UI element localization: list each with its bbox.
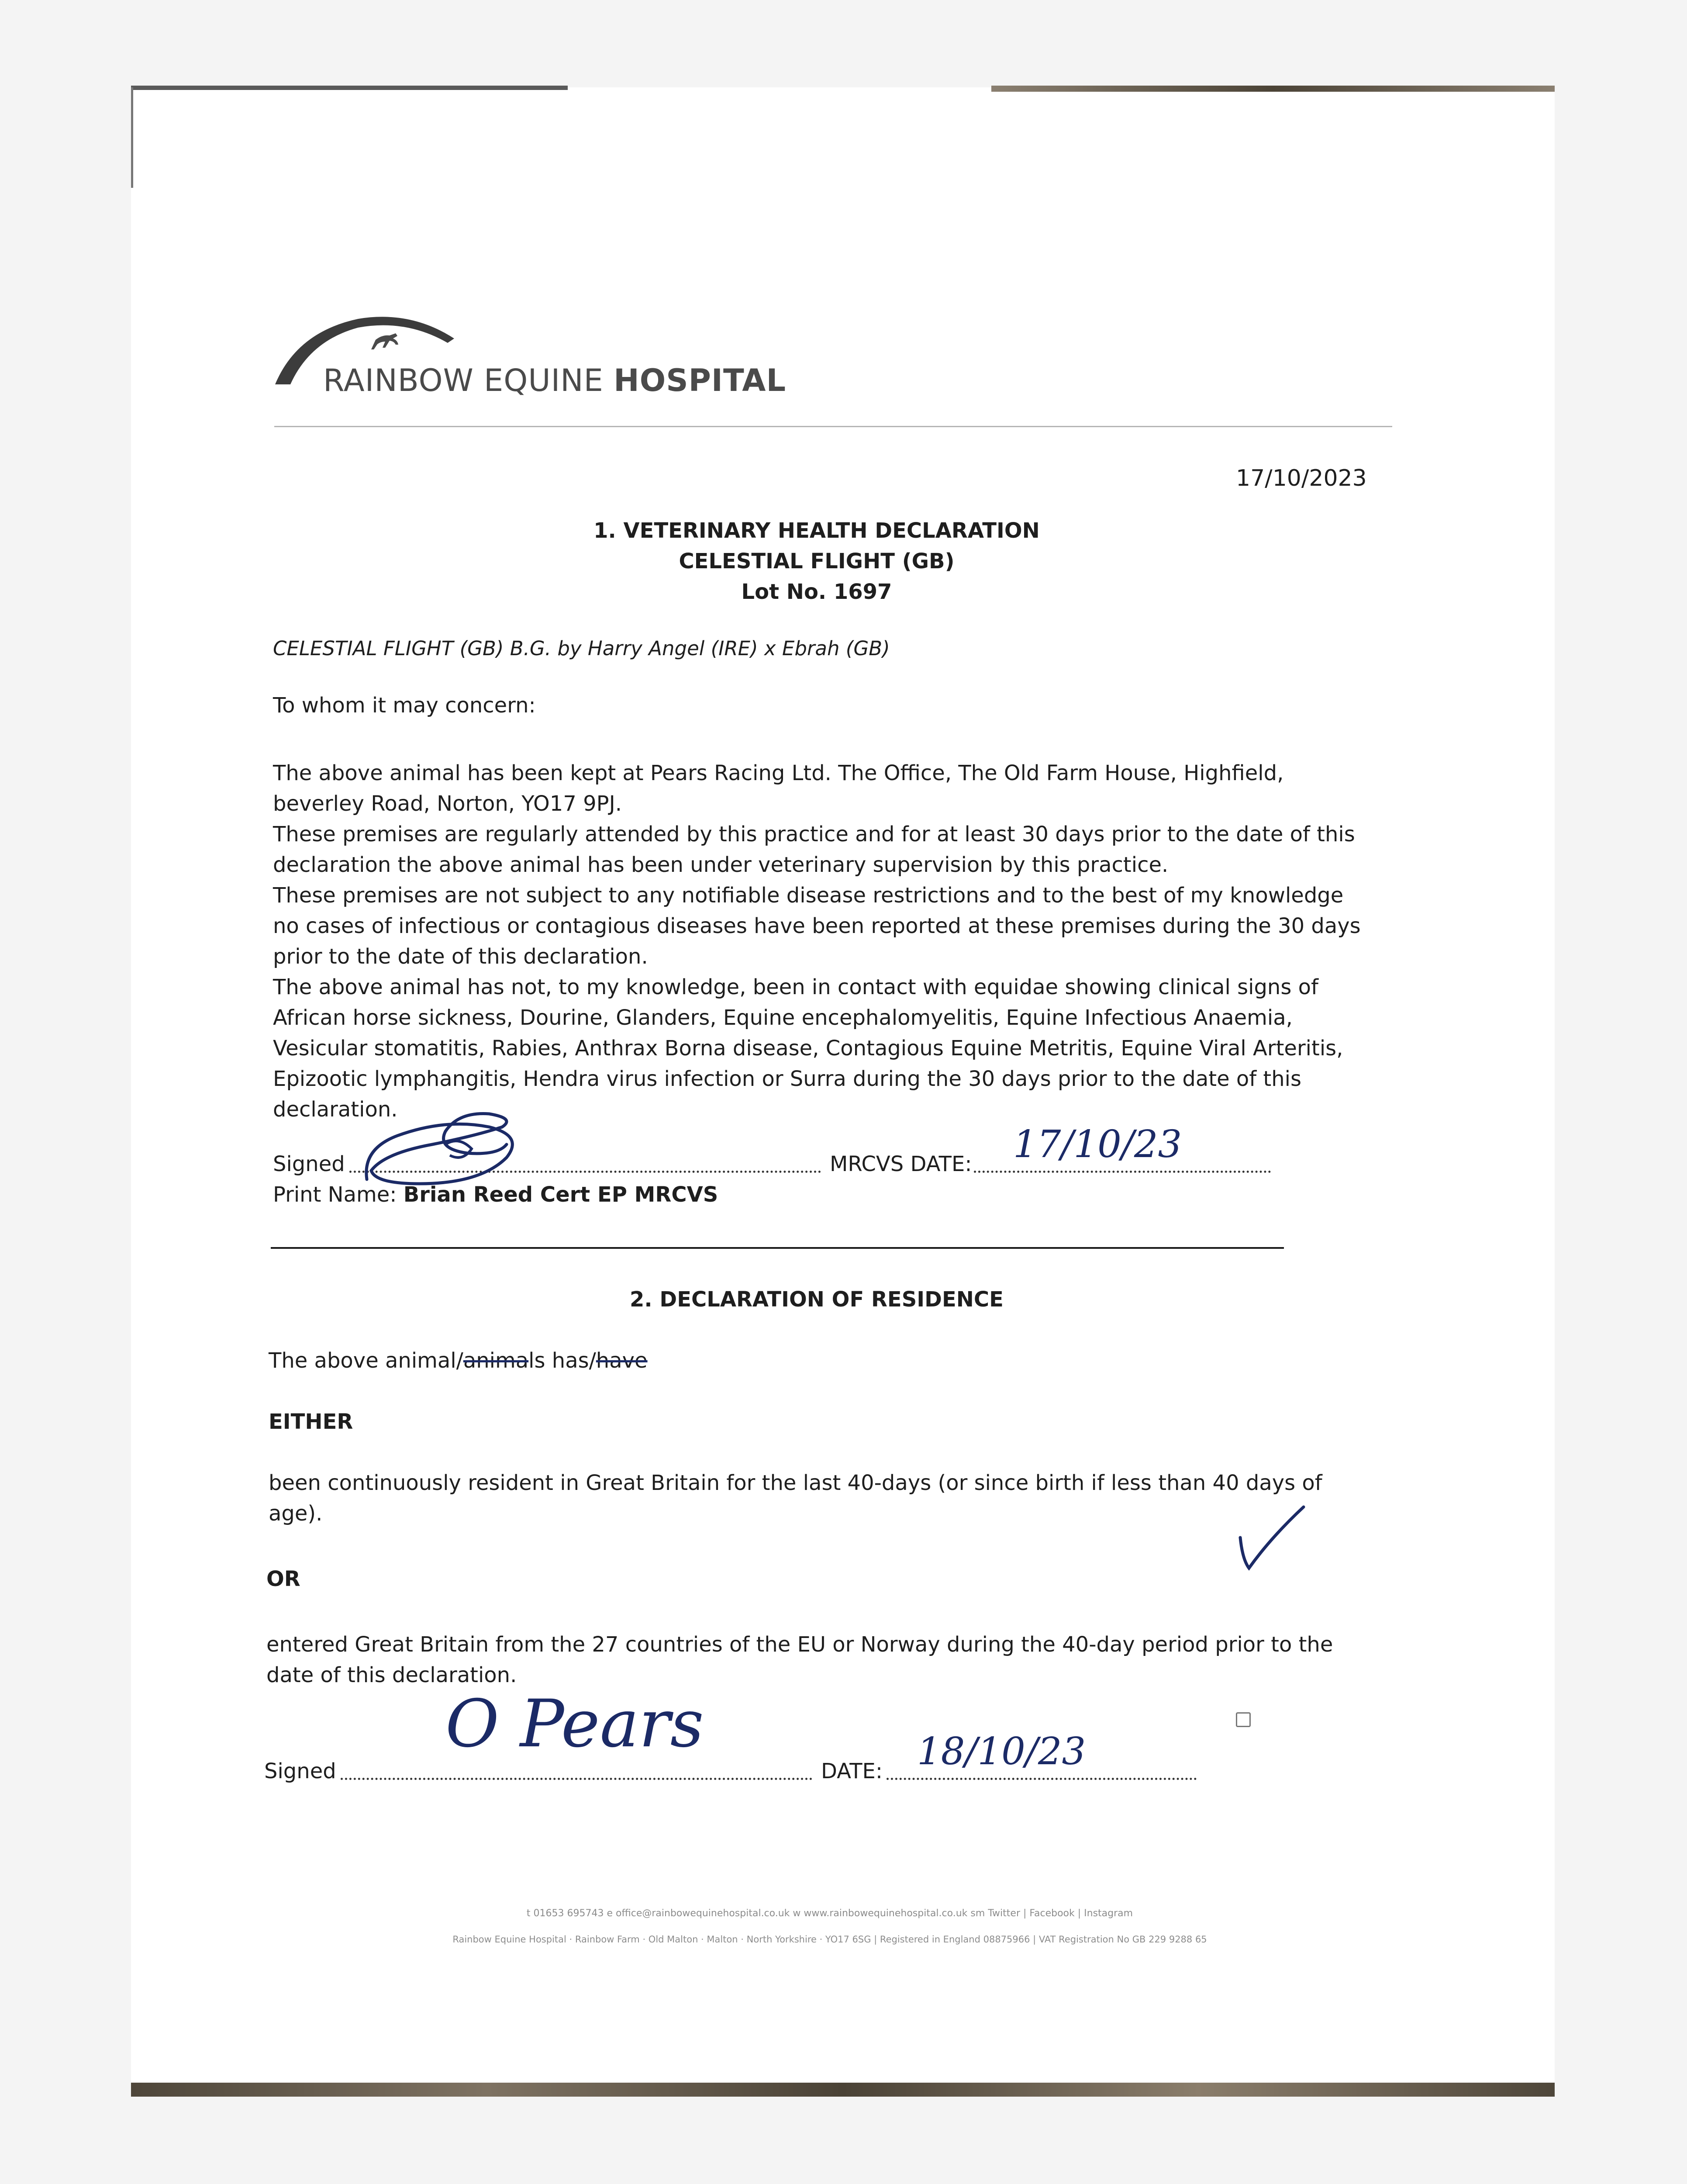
section2-intro <box>269 1345 648 1376</box>
salutation: To whom it may concern: <box>273 693 536 718</box>
scan-edge-top-right <box>991 86 1555 92</box>
horse-pedigree: CELESTIAL FLIGHT (GB) B.G. by Harry Angel (IRE) x Ebrah (GB) <box>273 637 890 660</box>
body-line: These premises are regularly attended by this practice and for at least 30 days prior to the date of this <box>273 822 1355 847</box>
intro-prefix: The above animal/ <box>269 1348 463 1373</box>
body-line: The above animal has not, to my knowledge, been in contact with equidae showing clinical signs of <box>273 975 1318 999</box>
logo-text-part2: HOSPITAL <box>614 363 787 398</box>
mrcvs-date-line <box>974 1171 1271 1173</box>
title-line-2: CELESTIAL FLIGHT (GB) <box>679 549 955 574</box>
tick-mark-icon <box>1232 1503 1310 1577</box>
signature-line-2 <box>341 1778 812 1780</box>
title-line-3: Lot No. 1697 <box>741 580 892 604</box>
footer-address: Rainbow Equine Hospital · Rainbow Farm · Old Malton · Malton · North Yorkshire · YO17 6SG | Registered in England 08875966 | VAT Registration No GB 229 9288 65 <box>452 1934 1207 1945</box>
date-label-2: DATE: <box>821 1759 883 1783</box>
document-date: 17/10/2023 <box>1236 465 1367 491</box>
intro-mid: ls has/ <box>528 1348 596 1373</box>
signed-label-2: Signed <box>264 1759 336 1783</box>
intro-struck-text-1: anima <box>463 1348 529 1373</box>
either-text-line-1: been continuously resident in Great Britain for the last 40-days (or since birth if less than 40 days of <box>269 1471 1322 1495</box>
body-line: African horse sickness, Dourine, Glanders, Equine encephalomyelitis, Equine Infectious Anaemia, <box>273 1006 1293 1030</box>
footer-contact: t 01653 695743 e office@rainbowequinehospital.co.uk w www.rainbowequinehospital.co.uk sm Twitter | Facebook | Instagram <box>526 1908 1133 1919</box>
or-checkbox[interactable] <box>1236 1712 1251 1727</box>
date-line-2 <box>887 1778 1197 1780</box>
or-text-line-1: entered Great Britain from the 27 countries of the EU or Norway during the 40-day period prior to the <box>266 1632 1333 1657</box>
or-text-line-2: date of this declaration. <box>266 1663 517 1687</box>
print-name-row <box>273 1179 718 1210</box>
vet-handwritten-date: 17/10/23 <box>1013 1123 1182 1166</box>
body-line: The above animal has been kept at Pears Racing Ltd. The Office, The Old Farm House, Highfield, <box>273 761 1284 785</box>
body-line: beverley Road, Norton, YO17 9PJ. <box>273 791 622 816</box>
either-text-line-2: age). <box>269 1501 323 1526</box>
owner-handwritten-date: 18/10/23 <box>917 1730 1086 1773</box>
body-line: no cases of infectious or contagious diseases have been reported at these premises during the 30 days <box>273 914 1361 938</box>
or-label: OR <box>266 1567 300 1591</box>
logo-text-part1: RAINBOW EQUINE <box>323 363 604 398</box>
print-name-value: Brian Reed Cert EP MRCVS <box>403 1182 718 1207</box>
body-line: prior to the date of this declaration. <box>273 944 648 969</box>
section2-heading: 2. DECLARATION OF RESIDENCE <box>630 1287 1004 1312</box>
section-divider <box>271 1247 1284 1249</box>
either-label: EITHER <box>269 1410 353 1434</box>
body-line: Epizootic lymphangitis, Hendra virus infection or Surra during the 30 days prior to the date of this <box>273 1067 1301 1091</box>
title-line-1: 1. VETERINARY HEALTH DECLARATION <box>593 518 1040 543</box>
header-divider <box>274 426 1392 427</box>
logo-wordmark <box>323 363 786 398</box>
mrcvs-date-label: MRCVS DATE: <box>830 1152 972 1176</box>
body-line: declaration. <box>273 1097 398 1122</box>
body-line: Vesicular stomatitis, Rabies, Anthrax Borna disease, Contagious Equine Metritis, Equine Viral Arteritis, <box>273 1036 1343 1061</box>
scan-edge-top-left <box>131 86 568 90</box>
body-line: These premises are not subject to any notifiable disease restrictions and to the best of my knowledge <box>273 883 1344 908</box>
owner-signature: O Pears <box>445 1686 704 1762</box>
intro-struck-text-2: have <box>596 1348 648 1373</box>
scan-edge-left <box>131 87 133 188</box>
signed-label-1: Signed <box>273 1152 345 1176</box>
print-name-label: Print Name: <box>273 1182 397 1207</box>
scan-edge-bottom <box>131 2083 1555 2097</box>
body-line: declaration the above animal has been under veterinary supervision by this practice. <box>273 853 1169 877</box>
